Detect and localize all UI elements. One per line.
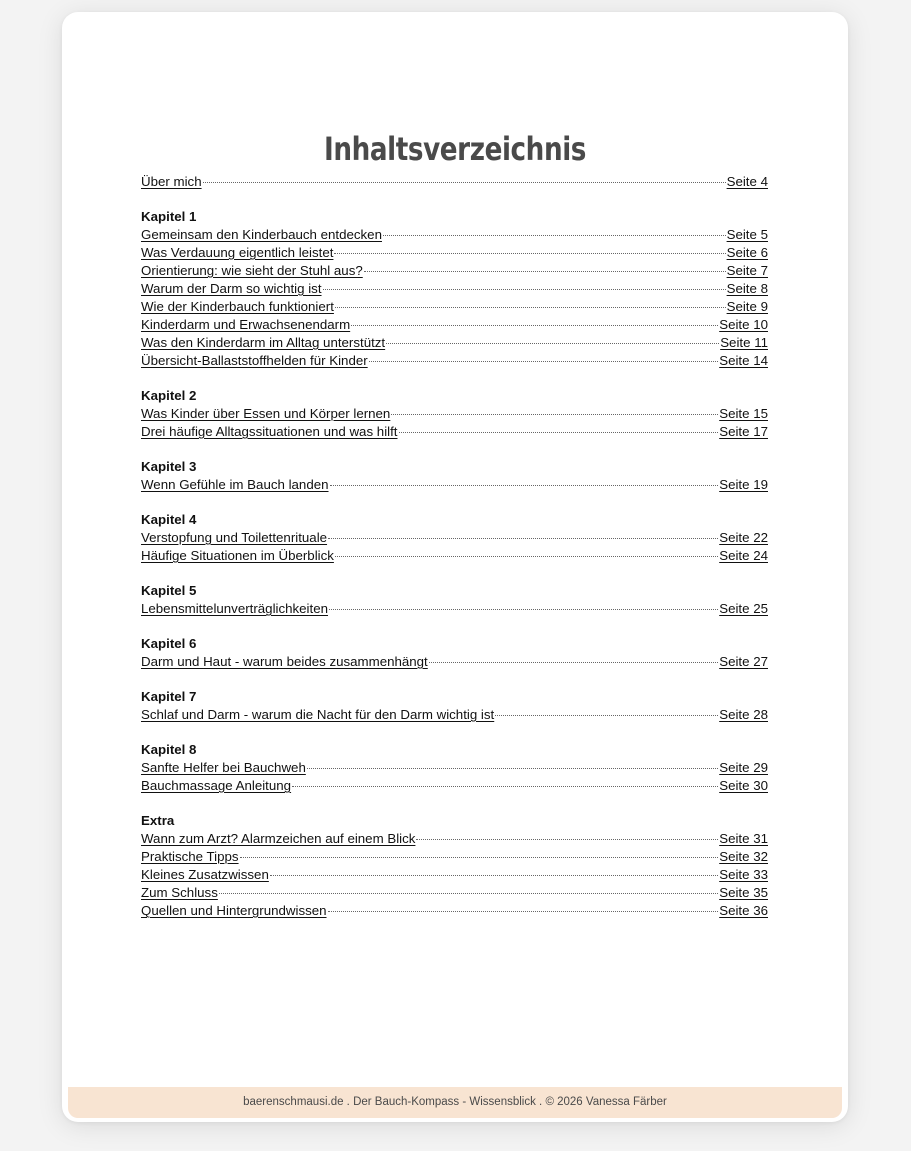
toc-entry-label: Wenn Gefühle im Bauch landen: [141, 477, 329, 492]
chapter-section: [141, 387, 768, 441]
chapter-section: [141, 812, 768, 920]
toc-entry[interactable]: [141, 547, 768, 565]
toc-entry[interactable]: [141, 298, 768, 316]
toc-entry-label: Praktische Tipps: [141, 849, 239, 864]
toc-entry[interactable]: [141, 334, 768, 352]
dot-leader: [307, 768, 718, 769]
toc-entry-label: Häufige Situationen im Überblick: [141, 548, 334, 563]
chapter-heading: Kapitel 6: [141, 636, 197, 651]
toc-entry-page: Seite 31: [719, 831, 768, 846]
toc-entry[interactable]: [141, 529, 768, 547]
toc-entry-label: Wie der Kinderbauch funktioniert: [141, 299, 334, 314]
chapter-section: [141, 688, 768, 724]
toc-entry[interactable]: [141, 902, 768, 920]
toc-entry[interactable]: [141, 423, 768, 441]
dot-leader: [351, 325, 718, 326]
toc-entry-page: Seite 5: [726, 227, 768, 242]
toc-entry-label: Darm und Haut - warum beides zusammenhängt: [141, 654, 428, 669]
toc-entry-page: Seite 14: [719, 353, 768, 368]
toc-entry[interactable]: [141, 777, 768, 795]
dot-leader: [369, 361, 719, 362]
toc-entry-page: Seite 7: [726, 263, 768, 278]
toc-entry-label: Schlaf und Darm - warum die Nacht für den Darm wichtig ist: [141, 707, 495, 722]
toc-entry-page: Seite 25: [719, 601, 768, 616]
toc-entry-page: Seite 36: [719, 903, 768, 918]
toc-entry[interactable]: [141, 226, 768, 244]
chapter-heading: Extra: [141, 813, 175, 828]
chapter-section: [141, 741, 768, 795]
toc-entry[interactable]: [141, 600, 768, 618]
toc-entry-page: Seite 6: [726, 245, 768, 260]
dot-leader: [335, 307, 726, 308]
toc-entry[interactable]: [141, 244, 768, 262]
chapter-heading: Kapitel 3: [141, 459, 197, 474]
toc-entry[interactable]: [141, 848, 768, 866]
toc-entry-label: Warum der Darm so wichtig ist: [141, 281, 322, 296]
toc-entry-label: Gemeinsam den Kinderbauch entdecken: [141, 227, 382, 242]
toc-entry-page: Seite 4: [726, 174, 768, 189]
toc-entry-page: Seite 8: [726, 281, 768, 296]
toc-entry[interactable]: [141, 759, 768, 777]
document-page: [62, 12, 848, 1122]
toc-entry-page: Seite 22: [719, 530, 768, 545]
toc-entry-page: Seite 33: [719, 867, 768, 882]
toc-entry-page: Seite 27: [719, 654, 768, 669]
chapter-heading: Kapitel 4: [141, 512, 197, 527]
toc-entry-label: Übersicht-Ballaststoffhelden für Kinder: [141, 353, 368, 368]
toc-entry-intro[interactable]: [141, 173, 768, 191]
toc-entry-label: Sanfte Helfer bei Bauchweh: [141, 760, 306, 775]
toc-entry-label: Kleines Zusatzwissen: [141, 867, 269, 882]
dot-leader: [240, 857, 719, 858]
toc-entry-label: Wann zum Arzt? Alarmzeichen auf einem Blick: [141, 831, 416, 846]
page-title: Inhaltsverzeichnis: [323, 130, 587, 168]
dot-leader: [386, 343, 719, 344]
dot-leader: [330, 485, 719, 486]
dot-leader: [203, 182, 726, 183]
toc-entry-page: Seite 29: [719, 760, 768, 775]
toc-entry[interactable]: [141, 405, 768, 423]
chapter-heading: Kapitel 7: [141, 689, 197, 704]
toc-entry-label: Lebensmittelunverträglichkeiten: [141, 601, 329, 616]
dot-leader: [329, 609, 718, 610]
table-of-contents: [141, 173, 768, 920]
toc-entry-page: Seite 24: [719, 548, 768, 563]
dot-leader: [270, 875, 718, 876]
toc-entry-page: Seite 10: [719, 317, 768, 332]
dot-leader: [219, 893, 718, 894]
toc-entry-page: Seite 19: [719, 477, 768, 492]
dot-leader: [383, 235, 726, 236]
chapter-section: [141, 208, 768, 370]
dot-leader: [334, 253, 725, 254]
toc-entry[interactable]: [141, 884, 768, 902]
toc-entry-page: Seite 28: [719, 707, 768, 722]
toc-entry-label: Bauchmassage Anleitung: [141, 778, 292, 793]
dot-leader: [292, 786, 718, 787]
chapter-heading: Kapitel 1: [141, 209, 197, 224]
chapter-list: [141, 208, 768, 920]
dot-leader: [323, 289, 726, 290]
dot-leader: [495, 715, 718, 716]
dot-leader: [416, 839, 718, 840]
toc-entry[interactable]: [141, 262, 768, 280]
toc-entry-label: Zum Schluss: [141, 885, 218, 900]
dot-leader: [335, 556, 718, 557]
toc-entry-label: Orientierung: wie sieht der Stuhl aus?: [141, 263, 363, 278]
toc-entry-label: Was Kinder über Essen und Körper lernen: [141, 406, 391, 421]
chapter-section: [141, 635, 768, 671]
toc-entry[interactable]: [141, 653, 768, 671]
toc-entry[interactable]: [141, 706, 768, 724]
chapter-section: [141, 458, 768, 494]
toc-entry[interactable]: [141, 866, 768, 884]
dot-leader: [399, 432, 719, 433]
dot-leader: [391, 414, 718, 415]
toc-entry-page: Seite 17: [719, 424, 768, 439]
toc-entry-page: Seite 15: [719, 406, 768, 421]
toc-entry-page: Seite 35: [719, 885, 768, 900]
toc-entry[interactable]: [141, 316, 768, 334]
toc-entry-label: Kinderdarm und Erwachsenendarm: [141, 317, 351, 332]
toc-entry-page: Seite 32: [719, 849, 768, 864]
chapter-heading: Kapitel 5: [141, 583, 197, 598]
toc-entry[interactable]: [141, 476, 768, 494]
chapter-section: [141, 511, 768, 565]
toc-entry[interactable]: [141, 280, 768, 298]
chapter-heading: Kapitel 8: [141, 742, 197, 757]
dot-leader: [429, 662, 718, 663]
toc-entry-page: Seite 30: [719, 778, 768, 793]
chapter-heading: Kapitel 2: [141, 388, 197, 403]
toc-entry-page: Seite 11: [720, 335, 768, 350]
toc-entry-label: Was Verdauung eigentlich leistet: [141, 245, 334, 260]
page-footer: baerenschmausi.de . Der Bauch-Kompass - Wissensblick . © 2026 Vanessa Färber: [68, 1087, 842, 1118]
toc-entry[interactable]: [141, 352, 768, 370]
dot-leader: [364, 271, 726, 272]
toc-entry-label: Drei häufige Alltagssituationen und was hilft: [141, 424, 398, 439]
toc-entry-label: Verstopfung und Toilettenrituale: [141, 530, 328, 545]
toc-entry-label: Was den Kinderdarm im Alltag unterstützt: [141, 335, 386, 350]
toc-entry[interactable]: [141, 830, 768, 848]
toc-entry-label: Quellen und Hintergrundwissen: [141, 903, 327, 918]
dot-leader: [328, 911, 719, 912]
dot-leader: [328, 538, 718, 539]
toc-entry-page: Seite 9: [726, 299, 768, 314]
chapter-section: [141, 582, 768, 618]
toc-entry-label: Über mich: [141, 174, 202, 189]
